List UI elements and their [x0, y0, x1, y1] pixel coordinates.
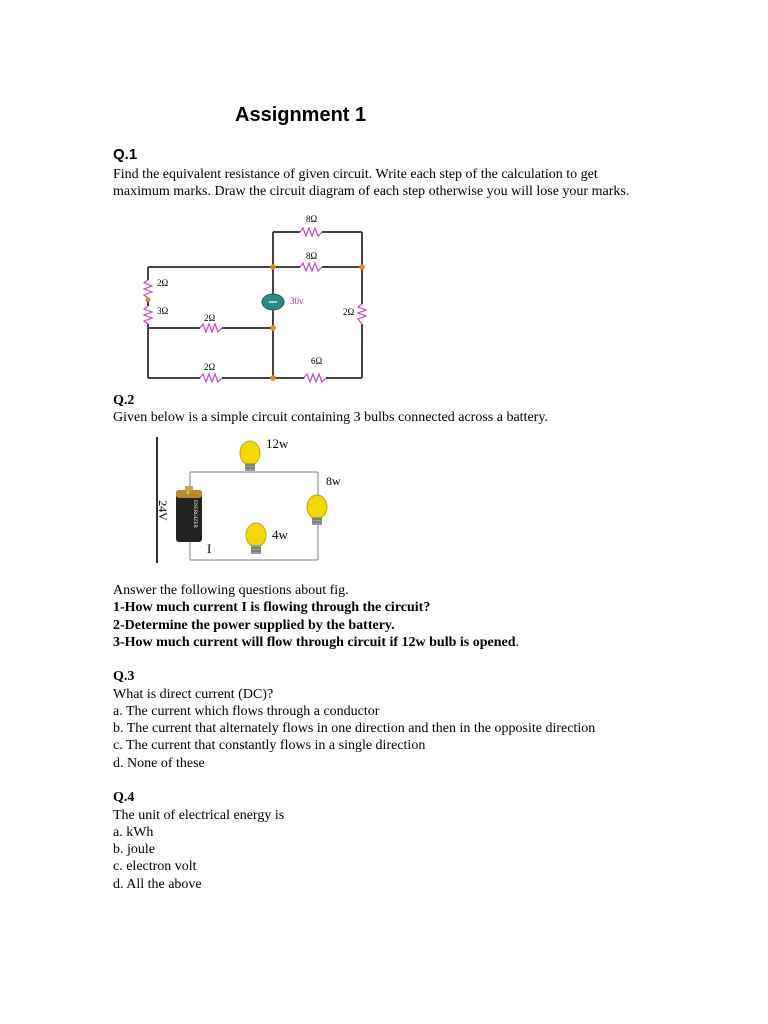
q2-label-12w: 12w [266, 436, 289, 451]
q2-label-current: I [207, 541, 212, 556]
q2-heading: Q.2 [113, 393, 135, 408]
q1-label-r-right: 2Ω [343, 307, 355, 317]
q3-question: What is direct current (DC)? [113, 687, 274, 702]
q3-option-d: d. None of these [113, 756, 205, 771]
svg-text:+: + [186, 489, 190, 497]
q2-label-voltage: 24V [155, 500, 170, 521]
q2-bulb-circuit-figure [150, 435, 350, 570]
page-title: Assignment 1 [235, 104, 367, 126]
q2-label-8w: 8w [326, 474, 341, 488]
q4-option-c: c. electron volt [113, 859, 197, 874]
q1-heading: Q.1 [113, 146, 138, 163]
q2-question-2: 2-Determine the power supplied by the battery. [113, 618, 395, 633]
q1-label-r-top1: 8Ω [306, 214, 318, 224]
q2-question-3-period: . [515, 635, 520, 650]
q1-label-r-left2: 3Ω [157, 306, 169, 316]
q2-question-3-line [113, 635, 519, 651]
battery-icon [176, 486, 202, 542]
q2-label-4w: 4w [272, 527, 288, 542]
q4-option-d: d. All the above [113, 877, 202, 892]
q1-text-line1: Find the equivalent resistance of given circuit. Write each step of the calculation to get [113, 167, 598, 182]
q1-label-r-top2: 8Ω [306, 251, 318, 261]
q1-label-source: 30v [290, 296, 304, 306]
q1-label-r-bottom-left: 2Ω [204, 362, 216, 372]
q1-text-line2: maximum marks. Draw the circuit diagram of each step otherwise you will lose your marks. [113, 184, 630, 199]
q3-option-b: b. The current that alternately flows in one direction and then in the opposite direction [113, 721, 596, 736]
q4-heading: Q.4 [113, 790, 135, 805]
q4-question: The unit of electrical energy is [113, 808, 285, 823]
q3-option-a: a. The current which flows through a conductor [113, 704, 380, 719]
q3-option-c: c. The current that constantly flows in a single direction [113, 738, 426, 753]
q2-question-1: 1-How much current I is flowing through the circuit? [113, 600, 431, 615]
q2-question-3: 3-How much current will flow through circuit if 12w bulb is opened [113, 635, 516, 650]
bulb-12w-icon [240, 441, 260, 471]
q2-prompt: Answer the following questions about fig. [113, 583, 349, 598]
bulb-8w-icon [307, 495, 327, 525]
q2-intro: Given below is a simple circuit containing 3 bulbs connected across a battery. [113, 410, 548, 425]
bulb-4w-icon [246, 523, 266, 554]
q1-label-r-bottom-right: 6Ω [311, 356, 323, 366]
q4-option-b: b. joule [113, 842, 155, 857]
svg-text:ENERGIZER: ENERGIZER [192, 500, 197, 528]
q1-label-r-mid: 2Ω [204, 313, 216, 323]
q1-label-r-left1: 2Ω [157, 278, 169, 288]
q3-heading: Q.3 [113, 669, 135, 684]
q1-circuit-diagram [140, 210, 372, 386]
q4-option-a: a. kWh [113, 825, 154, 840]
